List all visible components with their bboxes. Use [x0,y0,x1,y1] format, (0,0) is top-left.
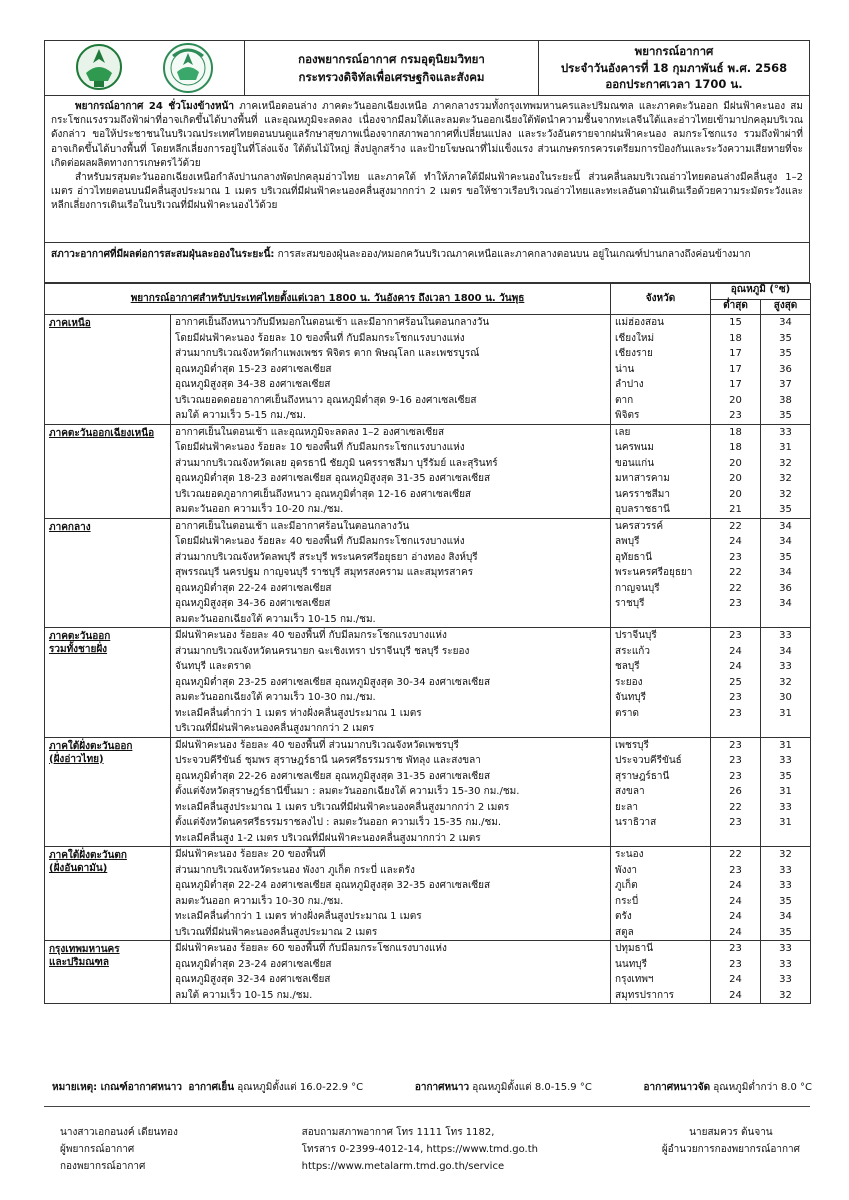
region-line: ส่วนมากบริเวณจังหวัดเลย อุดรธานี ชัยภูมิ นครราชสีมา บุรีรัมย์ และสุรินทร์ [175,457,498,469]
temp-max-cell [761,518,811,628]
province-name: ตรัง [615,911,632,922]
region-row [45,424,811,518]
region-line: ลมตะวันออกเฉียงใต้ ความเร็ว 10-15 กม./ชม. [175,613,376,625]
province-name: สุราษฎร์ธานี [615,770,670,782]
region-line-cell [171,737,611,847]
temp-min: 25 [729,676,742,688]
temp-max: 36 [779,582,792,594]
temp-max: 35 [779,770,792,782]
temp-max: 34 [779,645,792,657]
temp-min: 18 [729,332,742,344]
temp-max-cell [761,847,811,941]
temp-min-cell [711,847,761,941]
province-name: เชียงราย [615,348,653,359]
temp-max: 33 [779,801,792,813]
temp-max: 34 [779,536,792,547]
summary-para-1 [51,100,803,171]
temp-min: 23 [729,958,742,970]
region-name: ภาคเหนือ [45,315,171,425]
temp-min: 17 [729,379,742,390]
province-name-cell [611,941,711,1004]
temp-max: 35 [779,895,792,907]
temp-min: 24 [729,536,742,547]
note-mid [415,1082,592,1095]
province-name: เพชรบุรี [615,739,649,751]
province-name: ชลบุรี [615,661,640,672]
region-row [45,518,811,628]
province-name: นนทบุรี [615,958,647,970]
province-name: เลย [615,426,631,438]
region-line: โดยมีฝนฟ้าคะนอง ร้อยละ 40 ของพื้นที่ กับมีลมกระโชกแรงบางแห่ง [175,536,465,547]
region-line: อากาศเย็นในตอนเช้า และมีอากาศร้อนในตอนกลางวัน [175,520,410,532]
dust-label: สภาวะอากาศที่มีผลต่อการสะสมฝุ่นละอองในระยะนี้: [51,249,275,260]
region-line: อากาศเย็นถึงหนาวกับมีหมอกในตอนเช้า และมีอากาศร้อนในตอนกลางวัน [175,317,490,328]
region-line: มีฝนฟ้าคะนอง ร้อยละ 40 ของพื้นที่ ส่วนมากบริเวณจังหวัดเพชรบุรี [175,739,459,751]
province-name: สงขลา [615,786,645,797]
temp-min: 24 [729,661,742,672]
temp-max: 35 [779,348,792,359]
region-line: ลมตะวันออกเฉียงใต้ ความเร็ว 10-30 กม./ชม. [175,692,376,703]
temp-max: 33 [779,630,792,641]
region-line: บริเวณยอดภูอากาศเย็นถึงหนาว อุณหภูมิต่ำสุด 12-16 องศาเซลเซียส [175,488,472,500]
region-line: ลมใต้ ความเร็ว 10-15 กม./ชม. [175,989,313,1001]
region-line: ตั้งแต่จังหวัดนครศรีธรรมราชลงไป : ลมตะวันออก ความเร็ว 15-35 กม./ชม. [175,817,502,828]
temp-min-cell [711,424,761,518]
province-name: กาญจนบุรี [615,582,660,594]
contact-line-2: โทรสาร 0-2399-4012-14, https://www.tmd.go.th [301,1144,538,1155]
temp-max: 32 [779,473,792,484]
summary-label: พยากรณ์อากาศ 24 ชั่วโมงข้างหน้า [75,101,234,112]
note-left [52,1082,363,1095]
temp-min: 23 [729,630,742,641]
temp-max: 31 [779,707,792,719]
region-line: อุณหภูมิต่ำสุด 23-24 องศาเซลเซียส [175,958,332,970]
province-name: สตูล [615,926,634,938]
temp-max: 32 [779,488,792,500]
tmd-logo [159,42,217,94]
temp-min: 21 [729,504,742,515]
province-name: นครสวรรค์ [615,520,664,532]
province-name: อุทัยธานี [615,551,653,563]
footer [60,1124,800,1175]
province-name-cell [611,424,711,518]
temp-min: 15 [729,317,742,328]
temp-min: 23 [729,817,742,828]
temp-min: 20 [729,473,742,484]
temp-min: 22 [729,520,742,532]
region-line: มีฝนฟ้าคะนอง ร้อยละ 40 ของพื้นที่ กับมีลมกระโชกแรงบางแห่ง [175,630,447,641]
temp-min: 20 [729,457,742,469]
region-line: ส่วนมากบริเวณจังหวัดนครนายก ฉะเชิงเทรา ปราจีนบุรี ชลบุรี ระยอง [175,645,470,657]
region-line: ประจวบคีรีขันธ์ ชุมพร สุราษฎร์ธานี นครศรีธรรมราช พัทลุง และสงขลา [175,755,481,766]
region-line: ตั้งแต่จังหวัดสุราษฎร์ธานีขึ้นมา : ลมตะวันออกเฉียงใต้ ความเร็ว 15-30 กม./ชม. [175,786,520,797]
temp-min: 17 [729,348,742,359]
note-right [643,1082,812,1095]
temp-max: 31 [779,817,792,828]
region-line: จันทบุรี และตราด [175,661,252,672]
region-row [45,737,811,847]
temp-max: 34 [779,567,792,578]
temp-max: 33 [779,958,792,970]
region-body [45,315,811,1004]
forecaster-dept: กองพยากรณ์อากาศ [60,1161,146,1172]
temp-min: 18 [729,426,742,438]
note-cold-text: อุณหภูมิตั้งแต่ 8.0-15.9 °C [469,1082,592,1093]
region-line: อากาศเย็นในตอนเช้า และอุณหภูมิจะลดลง 1–2 องศาเซลเซียส [175,426,445,438]
region-line: อุณหภูมิต่ำสุด 22-24 องศาเซลเซียส อุณหภูมิสูงสุด 32-35 องศาเซลเซียส [175,880,491,891]
temp-max-cell [761,315,811,425]
forecaster-name: นางสาวเอกอนงค์ เดียนทอง [60,1127,178,1138]
temp-max: 33 [779,426,792,438]
min-header: ต่ำสุด [711,300,761,315]
footer-mid [302,1124,538,1175]
province-name: กรุงเทพฯ [615,974,654,985]
footer-left [60,1124,178,1175]
org-line-1: กองพยากรณ์อากาศ กรมอุตุนิยมวิทยา [298,51,485,66]
region-row [45,941,811,1004]
region-line: ทะเลมีคลื่นสูง 1-2 เมตร บริเวณที่มีฝนฟ้าคะนองคลื่นสูงมากกว่า 2 เมตร [175,832,481,844]
temp-min: 24 [729,911,742,922]
temp-max: 34 [779,598,792,609]
contact-line-3: https://www.metalarm.tmd.go.th/service [301,1161,505,1172]
province-name: ตราด [615,707,639,719]
director-name: นายสมควร ต้นจาน [689,1127,773,1138]
note-cool-text: อุณหภูมิตั้งแต่ 16.0-22.9 °C [234,1082,364,1093]
org-line-2: กระทรวงดิจิทัลเพื่อเศรษฐกิจและสังคม [298,70,485,84]
province-name: ราชบุรี [615,598,645,609]
region-line: มีฝนฟ้าคะนอง ร้อยละ 60 ของพื้นที่ กับมีลมกระโชกแรงบางแห่ง [175,943,447,954]
temp-max: 35 [779,926,792,938]
temp-min: 18 [729,442,742,453]
region-line: มีฝนฟ้าคะนอง ร้อยละ 20 ของพื้นที่ [175,849,326,860]
temp-max: 32 [779,989,792,1001]
region-line: ส่วนมากบริเวณจังหวัดกำแพงเพชร พิจิตร ตาก พิษณุโลก และเพชรบูรณ์ [175,348,480,359]
temp-max: 35 [779,332,792,344]
temp-min: 23 [729,707,742,719]
temp-max: 32 [779,849,792,860]
region-line-cell [171,628,611,738]
temp-min: 24 [729,974,742,985]
region-line: อุณหภูมิต่ำสุด 22-24 องศาเซลเซียส [175,582,332,594]
temp-max: 33 [779,943,792,954]
logo-group [45,41,245,95]
province-name: ระยอง [615,676,643,688]
region-line-cell [171,847,611,941]
note-cool-label: อากาศเย็น [188,1082,235,1093]
summary-text-1: ภาคเหนือตอนล่าง ภาคตะวันออกเฉียงเหนือ ภาคกลางรวมทั้งกรุงเทพมหานครและปริมณฑล และภาคตะวันออก มีฝนฟ้าคะนอง สมกระโชกแรงรวมถึงฟ้าผ่าที่อาจเกิดขึ้นได้บางพื้นที่ และอุณหภูมิจะลดลง เนื่องจากมีลมใต้และลมตะวันออกเฉียงใต้พัดนำความชื้นจากทะเลจีนใต้และอ่าวไทยเข้ามาปกคลุมบริเวณดังกล่าว ขอให้ประชาชนในบริเวณประเทศไทยตอนบนดูแลรักษาสุขภาพเนื่องจากสภาพอากาศที่เปลี่ยนแปลง และระวังอันตรายจากฝนฟ้าคะนอง ลมกระโชกแรง รวมถึงฟ้าผ่าที่อาจเกิดขึ้นได้บางพื้นที่ โดยหลีกเลี่ยงการอยู่ในที่โล่งแจ้ง ใต้ต้นไม้ใหญ่ สิ่งปลูกสร้าง และป้ายโฆษณาที่ไม่แข็งแรง ส่วนเกษตรกรควรเตรียมการป้องกันและระวังความเสียหายที่จะเกิดต่อผลผลิตทางการเกษตรไว้ด้วย [51,101,803,169]
temp-max: 32 [779,676,792,688]
region-line-cell [171,315,611,425]
province-name-cell [611,847,711,941]
temp-max: 34 [779,317,792,328]
contact-line-1: สอบถามสภาพอากาศ โทร 1111 โทร 1182, [301,1127,495,1138]
temp-min: 23 [729,692,742,703]
summary-box [44,96,810,243]
note-label: หมายเหตุ: เกณฑ์อากาศหนาว [52,1082,182,1093]
region-name: กรุงเทพมหานคร และปริมณฑล [45,941,171,1004]
temp-max: 35 [779,504,792,515]
temp-max: 31 [779,786,792,797]
temp-min: 26 [729,786,742,797]
province-name: สมุทรปราการ [615,989,675,1001]
forecast-info [539,41,809,95]
temp-max: 36 [779,363,792,375]
forecast-table [44,283,811,1004]
temp-max: 31 [779,442,792,453]
note-vcold-text: อุณหภูมิต่ำกว่า 8.0 °C [710,1082,812,1093]
region-line: ทะเลมีคลื่นต่ำกว่า 1 เมตร ห่างฝั่งคลื่นสูงประมาณ 1 เมตร [175,707,422,719]
region-name: ภาคตะวันออกเฉียงเหนือ [45,424,171,518]
region-line: ทะเลมีคลื่นสูงประมาณ 1 เมตร บริเวณที่มีฝนฟ้าคะนองคลื่นสูงมากกว่า 2 เมตร [175,801,510,813]
province-name: น่าน [615,363,635,375]
province-name: จันทบุรี [615,692,647,703]
temp-min: 20 [729,394,742,406]
temp-min: 23 [729,770,742,782]
region-name: ภาคใต้ฝั่งตะวันตก (ฝั่งอันดามัน) [45,847,171,941]
temp-max-cell [761,628,811,738]
temp-min: 20 [729,488,742,500]
temp-min: 24 [729,880,742,891]
province-name: นราธิวาส [615,817,657,828]
temp-max: 34 [779,911,792,922]
region-row [45,847,811,941]
region-line: โดยมีฝนฟ้าคะนอง ร้อยละ 10 ของพื้นที่ กับมีลมกระโชกแรงบางแห่ง [175,332,465,344]
note-cold-label: อากาศหนาว [414,1082,470,1093]
province-name: มหาสารคาม [615,473,670,484]
region-line: บริเวณที่มีฝนฟ้าคะนองคลื่นสูงมากกว่า 2 เมตร [175,723,375,734]
temp-max: 33 [779,880,792,891]
province-name: พิจิตร [615,410,640,421]
temp-min: 22 [729,567,742,578]
region-line: อุณหภูมิต่ำสุด 15-23 องศาเซลเซียส [175,363,332,375]
temp-max-cell [761,941,811,1004]
region-line: บริเวณที่มีฝนฟ้าคะนองคลื่นสูงประมาณ 2 เมตร [175,926,378,938]
summary-para-2: สำหรับมรสุมตะวันออกเฉียงเหนือกำลังปานกลางพัดปกคลุมอ่าวไทย และภาคใต้ ทำให้ภาคใต้มีฝนฟ้าคะนองในระยะนี้ ส่วนคลื่นลมบริเวณอ่าวไทยตอนล่างมีคลื่นสูง 1–2 เมตร อ่าวไทยตอนบนมีคลื่นสูงประมาณ 1 เมตร บริเวณที่มีฝนฟ้าคะนองคลื่นสูงมากกว่า 2 เมตร ขอให้ชาวเรือบริเวณอ่าวไทยและทะเลอันดามันเดินเรือด้วยความระมัดระวังและหลีกเลี่ยงการเดินเรือในบริเวณที่มีฝนฟ้าคะนองไว้ด้วย [51,171,803,212]
region-line: ส่วนมากบริเวณจังหวัดลพบุรี สระบุรี พระนครศรีอยุธยา อ่างทอง สิงห์บุรี [175,551,478,563]
province-name: ประจวบคีรีขันธ์ [615,755,682,766]
temp-max: 33 [779,661,792,672]
region-line: ลมตะวันออก ความเร็ว 10-20 กม./ชม. [175,504,344,515]
table-title: พยากรณ์อากาศสำหรับประเทศไทยตั้งแต่เวลา 1800 น. วันอังคาร ถึงเวลา 1800 น. วันพุธ [45,284,611,315]
province-name: ลำปาง [615,379,644,390]
org-block [245,41,539,95]
region-line-cell [171,424,611,518]
temp-max: 34 [779,520,792,532]
province-name-cell [611,315,711,425]
province-name-cell [611,628,711,738]
region-line: ส่วนมากบริเวณจังหวัดระนอง พังงา ภูเก็ต กระบี่ และตรัง [175,864,415,876]
forecast-time: ออกประกาศเวลา 1700 น. [605,77,743,92]
region-line-cell [171,941,611,1004]
temp-min: 23 [729,864,742,876]
director-title: ผู้อำนวยการกองพยากรณ์อากาศ [661,1144,800,1155]
temp-max: 35 [779,551,792,563]
temp-min: 23 [729,598,742,609]
province-name: นครพนม [615,442,654,453]
province-name: ขอนแก่น [615,457,655,469]
region-line: บริเวณยอดดอยอากาศเย็นถึงหนาว อุณหภูมิต่ำสุด 9-16 องศาเซลเซียส [175,394,477,406]
province-name: สระแก้ว [615,645,650,657]
temp-min: 24 [729,895,742,907]
province-name: ปราจีนบุรี [615,630,657,641]
province-name: ปทุมธานี [615,943,654,954]
temp-min: 23 [729,755,742,766]
region-line: อุณหภูมิต่ำสุด 22-26 องศาเซลเซียส อุณหภูมิสูงสุด 31-35 องศาเซลเซียส [175,770,491,782]
region-line: โดยมีฝนฟ้าคะนอง ร้อยละ 10 ของพื้นที่ กับมีลมกระโชกแรงบางแห่ง [175,442,465,453]
province-name: ตาก [615,394,634,406]
province-name: กระบี่ [615,895,639,907]
region-line-cell [171,518,611,628]
region-line: อุณหภูมิต่ำสุด 23-25 องศาเซลเซียส อุณหภูมิสูงสุด 30-34 องศาเซลเซียส [175,676,491,688]
forecast-title: พยากรณ์อากาศ [634,43,714,58]
region-name: ภาคใต้ฝั่งตะวันออก (ฝั่งอ่าวไทย) [45,737,171,847]
dust-text: การสะสมของฝุ่นละออง/หมอกควันบริเวณภาคเหนือและภาคกลางตอนบน อยู่ในเกณฑ์ปานกลางถึงค่อนข้างมาก [274,249,751,260]
region-line: ทะเลมีคลื่นต่ำกว่า 1 เมตร ห่างฝั่งคลื่นสูงประมาณ 1 เมตร [175,911,422,922]
temp-min: 17 [729,363,742,375]
province-name: ภูเก็ต [615,880,638,891]
temp-max: 33 [779,864,792,876]
province-name: เชียงใหม่ [615,332,655,344]
region-line: อุณหภูมิสูงสุด 34-38 องศาเซลเซียส [175,379,331,390]
temp-min-cell [711,941,761,1004]
region-line: อุณหภูมิต่ำสุด 18-23 องศาเซลเซียส อุณหภูมิสูงสุด 31-35 องศาเซลเซียส [175,473,491,484]
province-name-cell [611,518,711,628]
temp-min: 24 [729,989,742,1001]
region-line: ลมใต้ ความเร็ว 5-15 กม./ชม. [175,410,306,421]
temp-min: 23 [729,943,742,954]
region-row [45,628,811,738]
temp-max: 31 [779,739,792,751]
region-row [45,315,811,425]
temp-header: อุณหภูมิ (°ซ) [711,284,811,300]
temp-min: 24 [729,926,742,938]
divider-top [44,1106,810,1107]
temp-min: 22 [729,801,742,813]
footer-right [662,1124,800,1175]
max-header: สูงสุด [761,300,811,315]
region-line: สุพรรณบุรี นครปฐม กาญจนบุรี ราชบุรี สมุทรสงคราม และสมุทรสาคร [175,567,474,578]
temp-max: 32 [779,457,792,469]
forecaster-title: ผู้พยากรณ์อากาศ [60,1144,135,1155]
temp-min-cell [711,628,761,738]
province-name: ลพบุรี [615,536,640,547]
province-header: จังหวัด [611,284,711,315]
temp-max-cell [761,424,811,518]
province-name: พระนครศรีอยุธยา [615,567,693,578]
province-name: แม่ฮ่องสอน [615,317,664,328]
province-name: ยะลา [615,801,638,813]
province-name: อุบลราชธานี [615,504,670,515]
temp-max: 30 [779,692,792,703]
province-name: พังงา [615,864,637,876]
region-line: ลมตะวันออก ความเร็ว 10-30 กม./ชม. [175,895,344,907]
ministry-logo [72,43,126,93]
temp-max: 38 [779,394,792,406]
temp-min-cell [711,737,761,847]
temp-min: 23 [729,410,742,421]
temp-min-cell [711,518,761,628]
temp-min: 23 [729,551,742,563]
temp-max: 37 [779,379,792,390]
region-line: อุณหภูมิสูงสุด 34-36 องศาเซลเซียส [175,598,331,609]
temp-min-cell [711,315,761,425]
note-row [52,1082,812,1095]
temp-min: 22 [729,582,742,594]
table-header-row [45,284,811,300]
dust-box [44,243,810,283]
temp-max-cell [761,737,811,847]
temp-min: 23 [729,739,742,751]
province-name: นครราชสีมา [615,488,670,500]
temp-min: 22 [729,849,742,860]
region-name: ภาคตะวันออก รวมทั้งชายฝั่ง [45,628,171,738]
province-name: ระนอง [615,849,644,860]
region-name: ภาคกลาง [45,518,171,628]
temp-min: 24 [729,645,742,657]
header [44,40,810,96]
province-name-cell [611,737,711,847]
temp-max: 33 [779,974,792,985]
forecast-date: ประจำวันอังคารที่ 18 กุมภาพันธ์ พ.ศ. 2568 [560,60,788,75]
note-vcold-label: อากาศหนาวจัด [643,1082,711,1093]
temp-max: 33 [779,755,792,766]
region-line: อุณหภูมิสูงสุด 32-34 องศาเซลเซียส [175,974,331,985]
temp-max: 35 [779,410,792,421]
